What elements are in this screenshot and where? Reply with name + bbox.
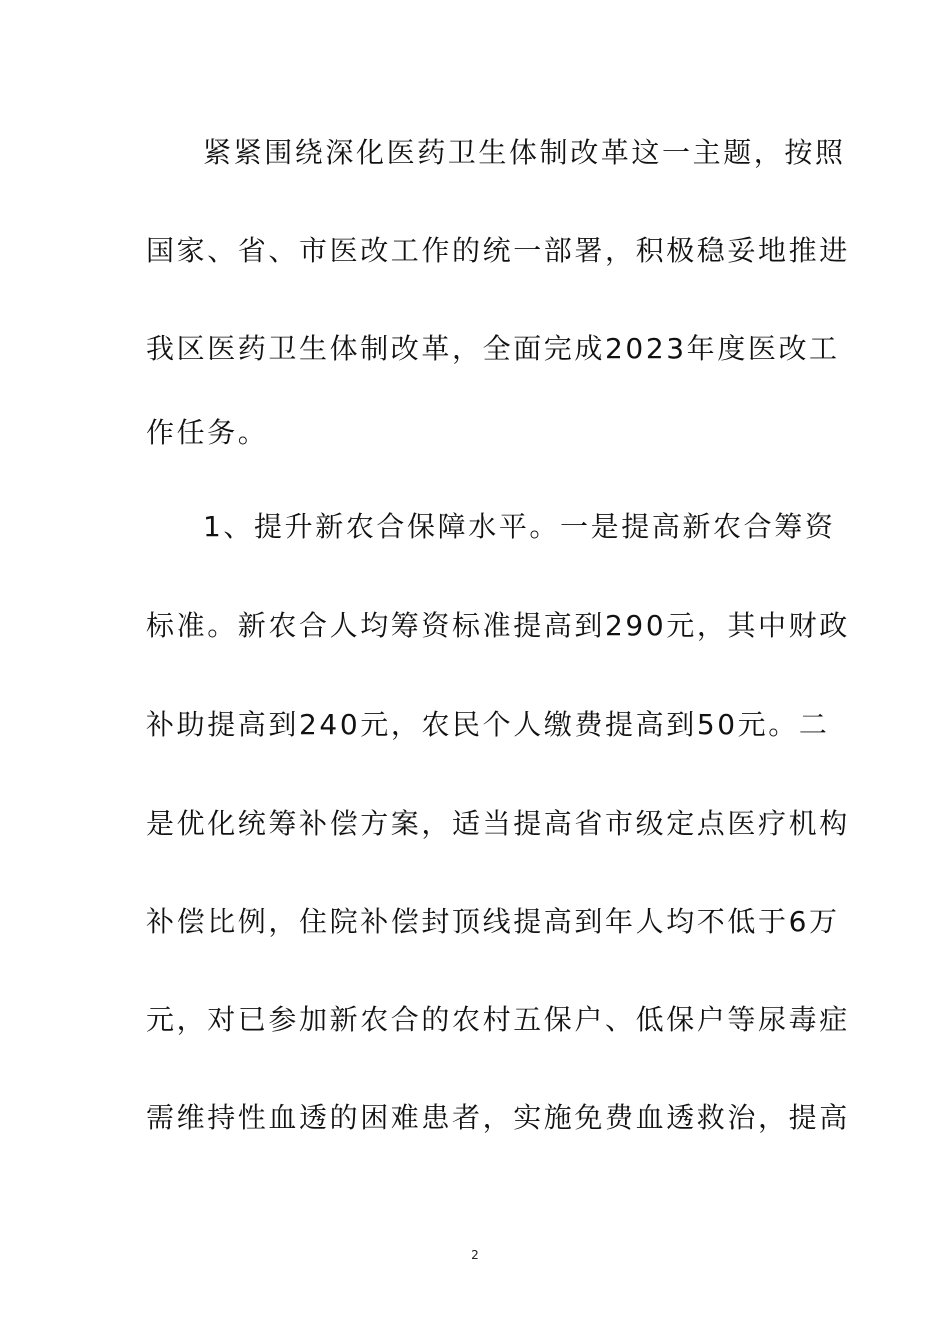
- paragraph-line-6: 标准。新农合人均筹资标准提高到290元，其中财政: [146, 609, 850, 642]
- paragraph-line-4: 作任务。: [146, 416, 269, 449]
- paragraph-line-10: 元，对已参加新农合的农村五保户、低保户等尿毒症: [146, 1003, 850, 1036]
- paragraph-line-7: 补助提高到240元，农民个人缴费提高到50元。二: [146, 708, 830, 741]
- paragraph-line-1: 紧紧围绕深化医药卫生体制改革这一主题，按照: [203, 136, 846, 169]
- paragraph-line-5: 1、提升新农合保障水平。一是提高新农合筹资: [203, 510, 836, 543]
- paragraph-line-11: 需维持性血透的困难患者，实施免费血透救治，提高: [146, 1101, 850, 1134]
- paragraph-line-8: 是优化统筹补偿方案，适当提高省市级定点医疗机构: [146, 807, 850, 840]
- paragraph-line-3: 我区医药卫生体制改革，全面完成2023年度医改工: [146, 332, 840, 365]
- page-number: 2: [471, 1248, 479, 1262]
- paragraph-line-2: 国家、省、市医改工作的统一部署，积极稳妥地推进: [146, 234, 850, 267]
- paragraph-line-9: 补偿比例，住院补偿封顶线提高到年人均不低于6万: [146, 905, 840, 938]
